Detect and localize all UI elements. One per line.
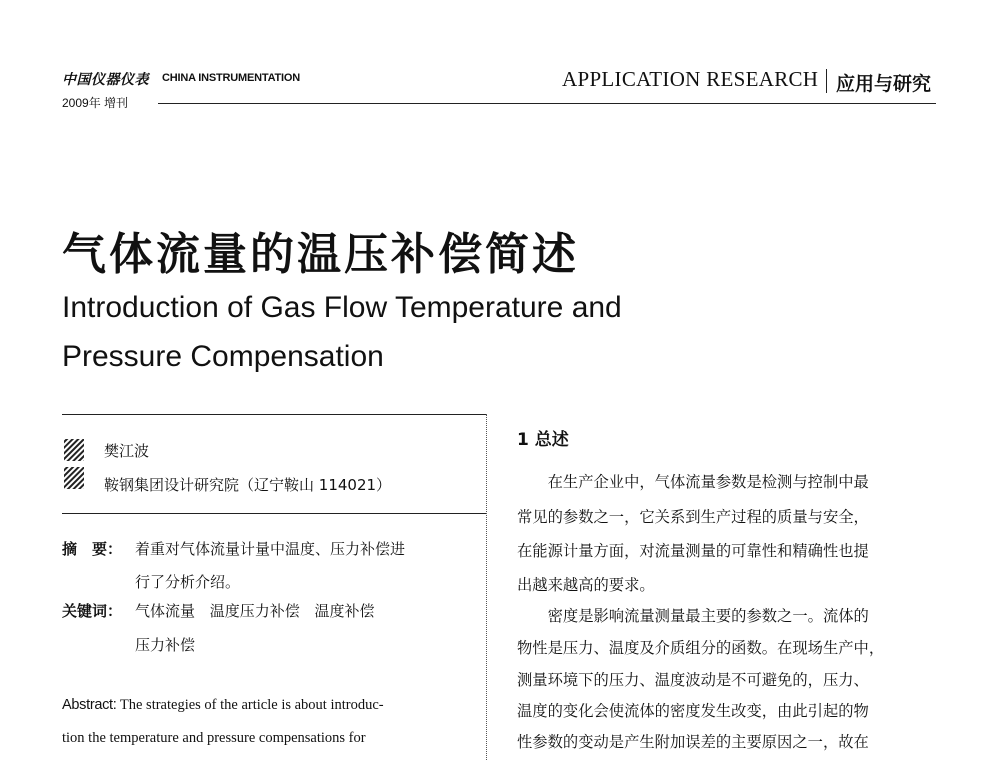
body-line: 在生产企业中，气体流量参数是检测与控制中最 [517,473,869,491]
header-rule [158,103,936,104]
en-abstract-line1 [62,697,384,714]
en-abstract-text: The strategies of the article is about introduc- [116,697,384,713]
journal-name-en: CHINA INSTRUMENTATION [162,72,300,84]
abstract-box-top-rule [62,414,486,415]
author-affiliation: 鞍钢集团设计研究院（辽宁鞍山 114021） [104,476,392,494]
body-line: 出越来越高的要求。 [517,576,655,594]
affiliation-rule [62,513,486,514]
body-line: 在能源计量方面，对流量测量的可靠性和精确性也提 [517,542,869,560]
keywords-text-line2: 压力补偿 [135,636,196,654]
body-line: 测量环境下的压力、温度波动是不可避免的，压力、 [517,671,869,689]
issue-label: 2009年 增刊 [62,96,129,110]
author-name: 樊江波 [104,442,150,460]
en-abstract-label: Abstract: [62,697,117,713]
body-line: 性参数的变动是产生附加误差的主要原因之一，故在 [517,733,869,751]
keywords-text-line1: 气体流量 温度压力补偿 温度补偿 [135,602,375,620]
journal-name-cn: 中国仪器仪表 [62,72,149,88]
abstract-text-line2: 行了分析介绍。 [135,573,241,591]
abstract-text-line1: 着重对气体流量计量中温度、压力补偿进 [135,540,406,558]
body-line: 温度的变化会使流体的密度发生改变，由此引起的物 [517,702,869,720]
page-title-en-line1: Introduction of Gas Flow Temperature and [62,291,622,324]
page-title-cn: 气体流量的温压补偿简述 [62,229,579,280]
body-line: 常见的参数之一，它关系到生产过程的质量与安全， [517,508,869,526]
body-line: 物性是压力、温度及介质组分的函数。在现场生产中， [517,639,885,657]
section-separator [826,69,827,93]
body-line: 密度是影响流量测量最主要的参数之一。流体的 [517,607,869,625]
keywords-label: 关键词： [62,602,123,620]
section-name-en: APPLICATION RESEARCH [562,67,819,91]
section-name-cn: 应用与研究 [836,73,932,95]
en-abstract-line2: tion the temperature and pressure compensations for [62,730,366,746]
author-marker-icon [62,437,92,493]
section-heading: 1 总述 [517,430,569,450]
page-title-en-line2: Pressure Compensation [62,340,384,373]
abstract-label: 摘 要： [62,540,123,558]
column-divider [486,414,487,760]
